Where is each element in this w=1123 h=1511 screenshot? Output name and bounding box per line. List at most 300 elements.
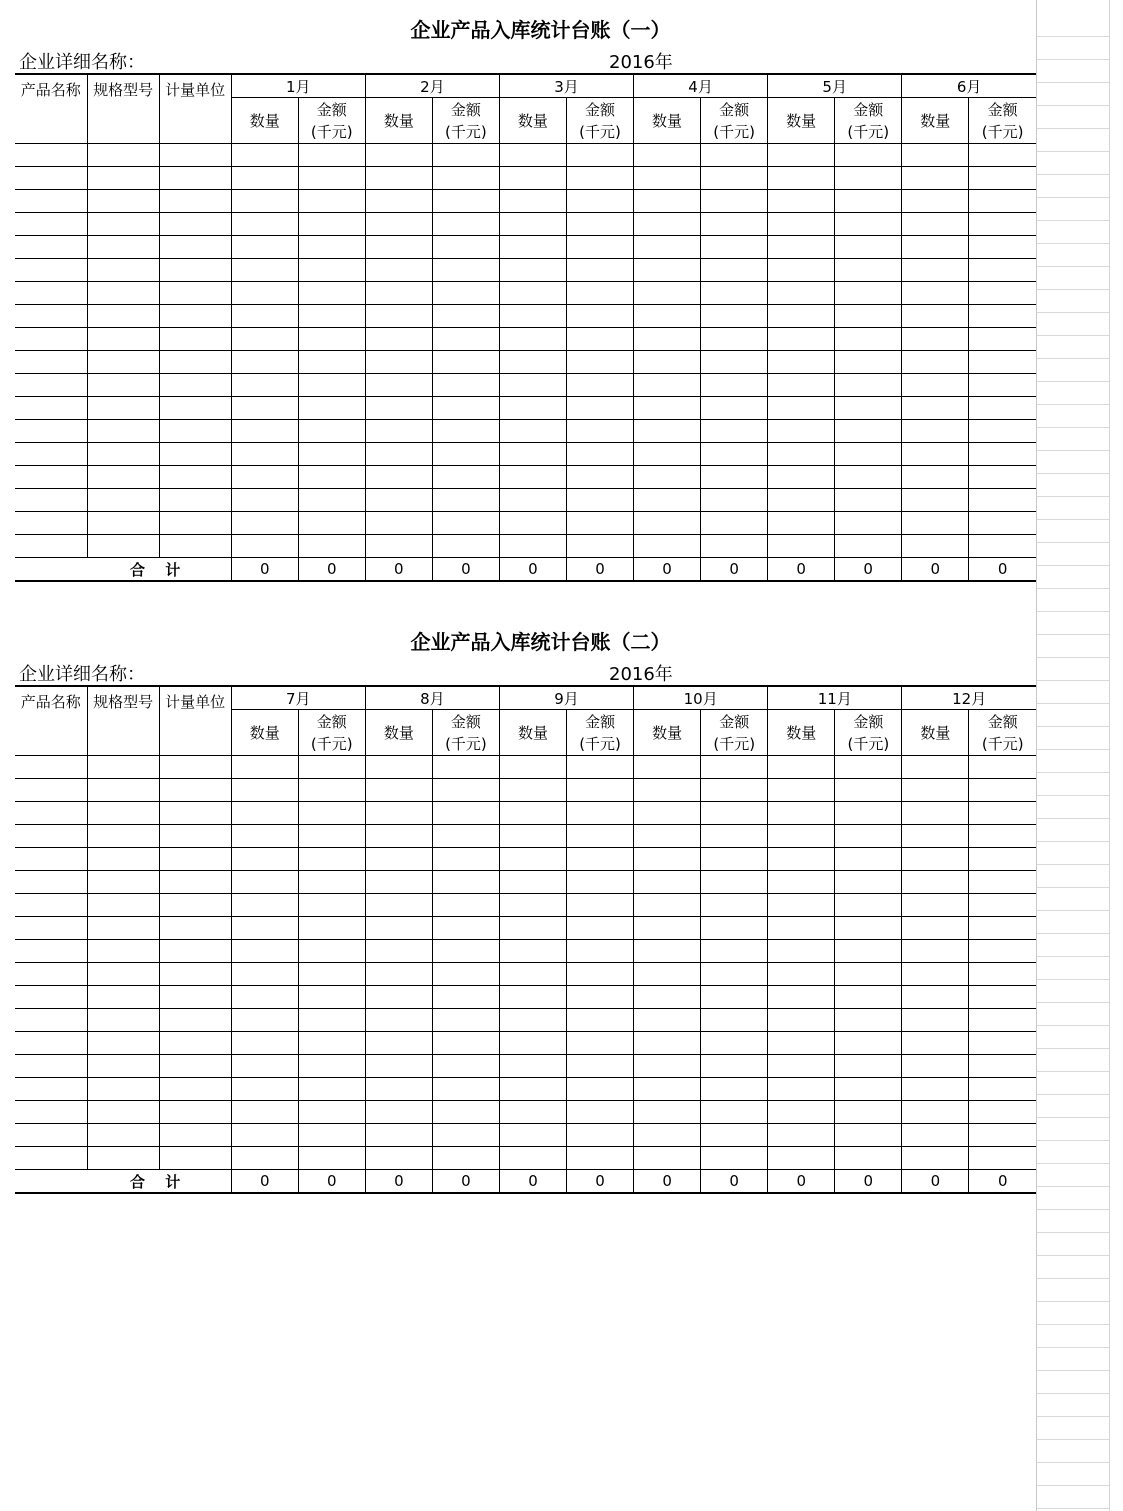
table-cell[interactable]	[634, 1124, 701, 1147]
table-cell[interactable]	[835, 535, 902, 558]
table-cell[interactable]	[701, 328, 768, 351]
table-cell[interactable]	[298, 144, 365, 167]
table-cell[interactable]	[87, 1124, 159, 1147]
table-cell[interactable]	[298, 917, 365, 940]
table-cell[interactable]	[15, 1009, 87, 1032]
table-cell[interactable]	[432, 512, 499, 535]
table-cell[interactable]	[701, 871, 768, 894]
table-cell[interactable]	[902, 167, 969, 190]
table-cell[interactable]	[87, 144, 159, 167]
table-cell[interactable]	[835, 351, 902, 374]
table-cell[interactable]	[701, 1101, 768, 1124]
table-cell[interactable]	[768, 374, 835, 397]
table-cell[interactable]	[87, 940, 159, 963]
table-cell[interactable]	[701, 374, 768, 397]
table-cell[interactable]	[159, 963, 231, 986]
table-cell[interactable]	[231, 512, 298, 535]
table-cell[interactable]	[566, 282, 633, 305]
table-cell[interactable]	[231, 825, 298, 848]
table-cell[interactable]	[499, 443, 566, 466]
table-cell[interactable]	[298, 305, 365, 328]
table-cell[interactable]	[701, 489, 768, 512]
table-cell[interactable]	[365, 512, 432, 535]
table-cell[interactable]	[87, 756, 159, 779]
table-cell[interactable]	[499, 779, 566, 802]
table-cell[interactable]	[432, 848, 499, 871]
table-cell[interactable]	[15, 443, 87, 466]
table-cell[interactable]	[768, 489, 835, 512]
table-cell[interactable]	[768, 802, 835, 825]
table-cell[interactable]	[499, 1124, 566, 1147]
table-cell[interactable]	[298, 894, 365, 917]
table-cell[interactable]	[566, 328, 633, 351]
table-cell[interactable]	[365, 1078, 432, 1101]
table-cell[interactable]	[432, 1101, 499, 1124]
table-cell[interactable]	[87, 917, 159, 940]
table-cell[interactable]	[87, 802, 159, 825]
table-cell[interactable]	[768, 466, 835, 489]
table-cell[interactable]	[902, 894, 969, 917]
table-cell[interactable]	[87, 374, 159, 397]
table-cell[interactable]	[835, 282, 902, 305]
table-cell[interactable]	[159, 848, 231, 871]
table-cell[interactable]	[15, 779, 87, 802]
table-cell[interactable]	[835, 374, 902, 397]
table-cell[interactable]	[902, 397, 969, 420]
table-cell[interactable]	[768, 167, 835, 190]
table-cell[interactable]	[902, 466, 969, 489]
table-cell[interactable]	[566, 374, 633, 397]
table-cell[interactable]	[231, 489, 298, 512]
table-cell[interactable]	[969, 489, 1036, 512]
table-cell[interactable]	[835, 848, 902, 871]
table-cell[interactable]	[432, 167, 499, 190]
table-cell[interactable]	[15, 871, 87, 894]
table-cell[interactable]	[15, 167, 87, 190]
table-cell[interactable]	[835, 305, 902, 328]
table-cell[interactable]	[499, 825, 566, 848]
table-cell[interactable]	[969, 986, 1036, 1009]
table-cell[interactable]	[768, 756, 835, 779]
table-cell[interactable]	[902, 1032, 969, 1055]
table-cell[interactable]	[432, 963, 499, 986]
table-cell[interactable]	[902, 963, 969, 986]
table-cell[interactable]	[432, 1009, 499, 1032]
table-cell[interactable]	[499, 1032, 566, 1055]
table-cell[interactable]	[15, 756, 87, 779]
table-cell[interactable]	[902, 848, 969, 871]
table-cell[interactable]	[567, 756, 634, 779]
table-cell[interactable]	[768, 420, 835, 443]
table-cell[interactable]	[87, 848, 159, 871]
table-cell[interactable]	[768, 236, 835, 259]
table-cell[interactable]	[432, 986, 499, 1009]
table-cell[interactable]	[701, 917, 768, 940]
table-cell[interactable]	[159, 825, 231, 848]
table-cell[interactable]	[768, 282, 835, 305]
table-cell[interactable]	[159, 802, 231, 825]
table-cell[interactable]	[365, 894, 432, 917]
table-cell[interactable]	[902, 236, 969, 259]
table-cell[interactable]	[298, 1078, 365, 1101]
table-cell[interactable]	[87, 397, 159, 420]
table-cell[interactable]	[231, 917, 298, 940]
table-cell[interactable]	[768, 894, 835, 917]
table-cell[interactable]	[87, 443, 159, 466]
table-cell[interactable]	[159, 1009, 231, 1032]
table-cell[interactable]	[87, 351, 159, 374]
table-cell[interactable]	[159, 917, 231, 940]
table-cell[interactable]	[768, 190, 835, 213]
table-cell[interactable]	[499, 144, 566, 167]
table-cell[interactable]	[87, 489, 159, 512]
table-cell[interactable]	[566, 512, 633, 535]
table-cell[interactable]	[969, 512, 1036, 535]
table-cell[interactable]	[432, 420, 499, 443]
table-cell[interactable]	[298, 167, 365, 190]
table-cell[interactable]	[969, 443, 1036, 466]
table-cell[interactable]	[634, 779, 701, 802]
table-cell[interactable]	[231, 328, 298, 351]
table-cell[interactable]	[87, 779, 159, 802]
table-cell[interactable]	[701, 986, 768, 1009]
table-cell[interactable]	[87, 305, 159, 328]
table-cell[interactable]	[298, 802, 365, 825]
table-cell[interactable]	[567, 1009, 634, 1032]
table-cell[interactable]	[231, 443, 298, 466]
table-cell[interactable]	[969, 848, 1036, 871]
table-cell[interactable]	[365, 466, 432, 489]
table-cell[interactable]	[701, 420, 768, 443]
table-cell[interactable]	[701, 144, 768, 167]
table-cell[interactable]	[298, 1009, 365, 1032]
table-cell[interactable]	[365, 917, 432, 940]
table-cell[interactable]	[768, 259, 835, 282]
table-cell[interactable]	[231, 871, 298, 894]
table-cell[interactable]	[298, 825, 365, 848]
table-cell[interactable]	[835, 190, 902, 213]
table-cell[interactable]	[231, 466, 298, 489]
table-cell[interactable]	[365, 848, 432, 871]
table-cell[interactable]	[902, 259, 969, 282]
table-cell[interactable]	[15, 466, 87, 489]
table-cell[interactable]	[432, 917, 499, 940]
table-cell[interactable]	[902, 535, 969, 558]
table-cell[interactable]	[432, 397, 499, 420]
table-cell[interactable]	[634, 1147, 701, 1170]
table-cell[interactable]	[634, 420, 701, 443]
table-cell[interactable]	[365, 374, 432, 397]
table-cell[interactable]	[835, 144, 902, 167]
table-cell[interactable]	[701, 1032, 768, 1055]
table-cell[interactable]	[499, 236, 566, 259]
table-cell[interactable]	[969, 1032, 1036, 1055]
table-cell[interactable]	[634, 374, 701, 397]
table-cell[interactable]	[969, 351, 1036, 374]
table-cell[interactable]	[87, 1147, 159, 1170]
table-cell[interactable]	[231, 535, 298, 558]
table-cell[interactable]	[87, 259, 159, 282]
table-cell[interactable]	[87, 894, 159, 917]
table-cell[interactable]	[566, 351, 633, 374]
table-cell[interactable]	[768, 351, 835, 374]
table-cell[interactable]	[969, 871, 1036, 894]
table-cell[interactable]	[231, 756, 298, 779]
table-cell[interactable]	[365, 213, 432, 236]
table-cell[interactable]	[499, 305, 566, 328]
table-cell[interactable]	[969, 236, 1036, 259]
table-cell[interactable]	[298, 1032, 365, 1055]
table-cell[interactable]	[298, 1147, 365, 1170]
table-cell[interactable]	[969, 1055, 1036, 1078]
table-cell[interactable]	[432, 466, 499, 489]
table-cell[interactable]	[902, 1124, 969, 1147]
table-cell[interactable]	[365, 1101, 432, 1124]
table-cell[interactable]	[365, 443, 432, 466]
table-cell[interactable]	[365, 420, 432, 443]
table-cell[interactable]	[365, 535, 432, 558]
table-cell[interactable]	[969, 825, 1036, 848]
table-cell[interactable]	[835, 756, 902, 779]
table-cell[interactable]	[634, 848, 701, 871]
table-cell[interactable]	[15, 374, 87, 397]
table-cell[interactable]	[298, 756, 365, 779]
table-cell[interactable]	[634, 963, 701, 986]
table-cell[interactable]	[634, 328, 701, 351]
table-cell[interactable]	[15, 986, 87, 1009]
table-cell[interactable]	[159, 282, 231, 305]
table-cell[interactable]	[499, 512, 566, 535]
table-cell[interactable]	[835, 1078, 902, 1101]
table-cell[interactable]	[15, 963, 87, 986]
table-cell[interactable]	[159, 443, 231, 466]
table-cell[interactable]	[902, 825, 969, 848]
table-cell[interactable]	[634, 190, 701, 213]
table-cell[interactable]	[634, 466, 701, 489]
table-cell[interactable]	[87, 1055, 159, 1078]
table-cell[interactable]	[231, 1147, 298, 1170]
table-cell[interactable]	[15, 894, 87, 917]
table-cell[interactable]	[566, 213, 633, 236]
table-cell[interactable]	[567, 802, 634, 825]
table-cell[interactable]	[499, 1078, 566, 1101]
table-cell[interactable]	[298, 443, 365, 466]
table-cell[interactable]	[835, 1009, 902, 1032]
table-cell[interactable]	[634, 443, 701, 466]
table-cell[interactable]	[566, 489, 633, 512]
table-cell[interactable]	[768, 397, 835, 420]
table-cell[interactable]	[566, 466, 633, 489]
table-cell[interactable]	[701, 236, 768, 259]
table-cell[interactable]	[768, 512, 835, 535]
table-cell[interactable]	[902, 328, 969, 351]
table-cell[interactable]	[902, 282, 969, 305]
table-cell[interactable]	[298, 940, 365, 963]
table-cell[interactable]	[499, 351, 566, 374]
table-cell[interactable]	[701, 1147, 768, 1170]
table-cell[interactable]	[15, 1101, 87, 1124]
table-cell[interactable]	[902, 756, 969, 779]
table-cell[interactable]	[298, 190, 365, 213]
table-cell[interactable]	[567, 963, 634, 986]
table-cell[interactable]	[231, 1124, 298, 1147]
table-cell[interactable]	[634, 213, 701, 236]
table-cell[interactable]	[159, 328, 231, 351]
table-cell[interactable]	[567, 1078, 634, 1101]
table-cell[interactable]	[231, 802, 298, 825]
table-cell[interactable]	[499, 190, 566, 213]
table-cell[interactable]	[499, 894, 566, 917]
table-cell[interactable]	[231, 986, 298, 1009]
table-cell[interactable]	[499, 940, 566, 963]
table-cell[interactable]	[231, 167, 298, 190]
table-cell[interactable]	[701, 825, 768, 848]
table-cell[interactable]	[768, 825, 835, 848]
table-cell[interactable]	[87, 213, 159, 236]
table-cell[interactable]	[701, 1055, 768, 1078]
table-cell[interactable]	[159, 144, 231, 167]
table-cell[interactable]	[231, 213, 298, 236]
table-cell[interactable]	[15, 282, 87, 305]
table-cell[interactable]	[298, 236, 365, 259]
table-cell[interactable]	[835, 963, 902, 986]
table-cell[interactable]	[298, 848, 365, 871]
table-cell[interactable]	[499, 466, 566, 489]
table-cell[interactable]	[159, 1078, 231, 1101]
table-cell[interactable]	[634, 986, 701, 1009]
table-cell[interactable]	[159, 1101, 231, 1124]
table-cell[interactable]	[87, 871, 159, 894]
table-cell[interactable]	[701, 894, 768, 917]
table-cell[interactable]	[567, 871, 634, 894]
table-cell[interactable]	[159, 986, 231, 1009]
table-cell[interactable]	[365, 167, 432, 190]
table-cell[interactable]	[566, 305, 633, 328]
table-cell[interactable]	[432, 282, 499, 305]
table-cell[interactable]	[365, 351, 432, 374]
table-cell[interactable]	[87, 986, 159, 1009]
table-cell[interactable]	[432, 374, 499, 397]
table-cell[interactable]	[15, 213, 87, 236]
table-cell[interactable]	[499, 1009, 566, 1032]
table-cell[interactable]	[231, 259, 298, 282]
table-cell[interactable]	[634, 351, 701, 374]
table-cell[interactable]	[634, 802, 701, 825]
table-cell[interactable]	[15, 1147, 87, 1170]
table-cell[interactable]	[231, 1032, 298, 1055]
table-cell[interactable]	[835, 167, 902, 190]
table-cell[interactable]	[231, 374, 298, 397]
table-cell[interactable]	[566, 144, 633, 167]
table-cell[interactable]	[969, 397, 1036, 420]
table-cell[interactable]	[902, 305, 969, 328]
table-cell[interactable]	[432, 1078, 499, 1101]
table-cell[interactable]	[567, 1147, 634, 1170]
table-cell[interactable]	[835, 397, 902, 420]
table-cell[interactable]	[566, 259, 633, 282]
table-cell[interactable]	[159, 167, 231, 190]
table-cell[interactable]	[499, 259, 566, 282]
table-cell[interactable]	[432, 351, 499, 374]
table-cell[interactable]	[499, 213, 566, 236]
table-cell[interactable]	[15, 1124, 87, 1147]
table-cell[interactable]	[768, 986, 835, 1009]
table-cell[interactable]	[701, 397, 768, 420]
table-cell[interactable]	[298, 328, 365, 351]
table-cell[interactable]	[969, 1101, 1036, 1124]
table-cell[interactable]	[902, 1078, 969, 1101]
table-cell[interactable]	[298, 489, 365, 512]
table-cell[interactable]	[499, 420, 566, 443]
table-cell[interactable]	[902, 871, 969, 894]
table-cell[interactable]	[902, 779, 969, 802]
table-cell[interactable]	[835, 894, 902, 917]
table-cell[interactable]	[499, 489, 566, 512]
table-cell[interactable]	[701, 756, 768, 779]
table-cell[interactable]	[365, 397, 432, 420]
table-cell[interactable]	[835, 802, 902, 825]
table-cell[interactable]	[159, 420, 231, 443]
table-cell[interactable]	[768, 940, 835, 963]
table-cell[interactable]	[768, 305, 835, 328]
table-cell[interactable]	[499, 871, 566, 894]
table-cell[interactable]	[768, 1078, 835, 1101]
table-cell[interactable]	[159, 894, 231, 917]
table-cell[interactable]	[87, 1078, 159, 1101]
table-cell[interactable]	[634, 535, 701, 558]
table-cell[interactable]	[835, 1032, 902, 1055]
table-cell[interactable]	[15, 328, 87, 351]
table-cell[interactable]	[969, 420, 1036, 443]
table-cell[interactable]	[768, 1101, 835, 1124]
table-cell[interactable]	[432, 144, 499, 167]
table-cell[interactable]	[298, 282, 365, 305]
table-cell[interactable]	[159, 779, 231, 802]
table-cell[interactable]	[15, 397, 87, 420]
table-cell[interactable]	[701, 443, 768, 466]
table-cell[interactable]	[231, 894, 298, 917]
table-cell[interactable]	[701, 848, 768, 871]
table-cell[interactable]	[566, 535, 633, 558]
table-cell[interactable]	[969, 1124, 1036, 1147]
table-cell[interactable]	[15, 305, 87, 328]
table-cell[interactable]	[365, 802, 432, 825]
table-cell[interactable]	[298, 1124, 365, 1147]
table-cell[interactable]	[87, 282, 159, 305]
table-cell[interactable]	[298, 1055, 365, 1078]
table-cell[interactable]	[298, 466, 365, 489]
table-cell[interactable]	[159, 1124, 231, 1147]
table-cell[interactable]	[634, 917, 701, 940]
table-cell[interactable]	[231, 236, 298, 259]
table-cell[interactable]	[231, 144, 298, 167]
table-cell[interactable]	[634, 1055, 701, 1078]
table-cell[interactable]	[634, 894, 701, 917]
table-cell[interactable]	[701, 512, 768, 535]
table-cell[interactable]	[432, 535, 499, 558]
table-cell[interactable]	[15, 802, 87, 825]
table-cell[interactable]	[365, 756, 432, 779]
table-cell[interactable]	[634, 940, 701, 963]
table-cell[interactable]	[432, 802, 499, 825]
table-cell[interactable]	[231, 1101, 298, 1124]
table-cell[interactable]	[969, 144, 1036, 167]
table-cell[interactable]	[87, 328, 159, 351]
table-cell[interactable]	[835, 917, 902, 940]
table-cell[interactable]	[298, 871, 365, 894]
table-cell[interactable]	[701, 963, 768, 986]
table-cell[interactable]	[701, 305, 768, 328]
